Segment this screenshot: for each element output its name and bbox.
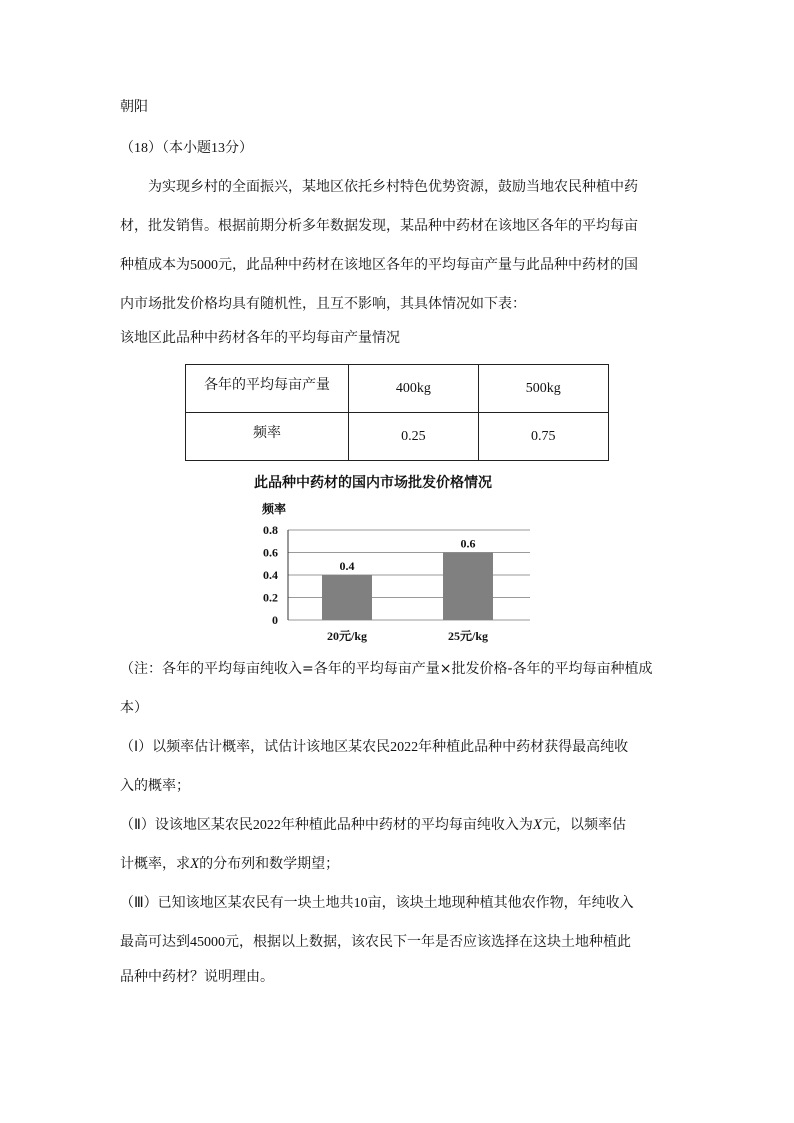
price-bar-chart: [240, 497, 540, 647]
table-row: [186, 365, 609, 413]
data-label: 0.6: [460, 536, 476, 551]
bar: [443, 553, 493, 621]
table-row: [186, 413, 609, 461]
yield-table: [185, 364, 609, 461]
question-1-cont: 入的概率；: [120, 778, 190, 794]
table-cell: 频率: [186, 413, 349, 461]
paragraph-line: 为实现乡村的全面振兴，某地区依托乡村特色优势资源，鼓励当地农民种植中药: [148, 179, 638, 195]
paragraph-line: 种植成本为5000元，此品种中药材在该地区各年的平均每亩产量与此品种中药材的国: [120, 257, 638, 273]
data-label: 0.4: [339, 559, 355, 573]
y-tick-label: 0.2: [263, 590, 278, 605]
note-line: （注：各年的平均每亩纯收入=各年的平均每亩产量×批发价格-各年的平均每亩种植成: [120, 661, 653, 677]
table-cell: 500kg: [478, 365, 608, 413]
note-line: 本）: [120, 700, 148, 716]
question-3: （Ⅲ）已知该地区某农民有一块土地共10亩，该块土地现种植其他农作物，年纯收入: [120, 895, 634, 911]
bar: [322, 575, 372, 620]
y-tick-label: 0.4: [263, 568, 278, 582]
y-tick-label: 0.8: [263, 523, 278, 537]
y-axis-label: 频率: [262, 502, 287, 516]
question-2-cont: 计概率，求X的分布列和数学期望；: [120, 856, 340, 872]
problem-label: （18）（本小题13分）: [120, 140, 253, 156]
table-cell: 0.75: [478, 413, 608, 461]
x-tick-label: 25元/kg: [447, 629, 489, 643]
location-label: 朝阳: [120, 99, 148, 115]
question-3-cont: 最高可达到45000元，根据以上数据，该农民下一年是否应该选择在这块土地种植此: [120, 934, 631, 950]
paragraph-line: 内市场批发价格均具有随机性，且互不影响，其具体情况如下表：: [120, 296, 526, 312]
table-cell: 400kg: [349, 365, 478, 413]
paragraph-line: 材，批发销售。根据前期分析多年数据发现，某品种中药材在该地区各年的平均每亩: [120, 218, 638, 234]
question-1: （Ⅰ）以频率估计概率，试估计该地区某农民2022年种植此品种中药材获得最高纯收: [120, 739, 629, 755]
table-cell: 各年的平均每亩产量: [186, 365, 349, 413]
question-2: （Ⅱ）设该地区某农民2022年种植此品种中药材的平均每亩纯收入为X元，以频率估: [120, 817, 627, 833]
y-tick-label: 0.6: [263, 545, 278, 560]
chart-title: 此品种中药材的国内市场批发价格情况: [254, 475, 492, 491]
table-cell: 0.25: [349, 413, 478, 461]
question-3-cont: 品种中药材？说明理由。: [120, 969, 274, 985]
table-caption: 该地区此品种中药材各年的平均每亩产量情况: [120, 330, 400, 346]
x-tick-label: 20元/kg: [326, 629, 368, 643]
y-tick-label: 0: [272, 613, 278, 627]
